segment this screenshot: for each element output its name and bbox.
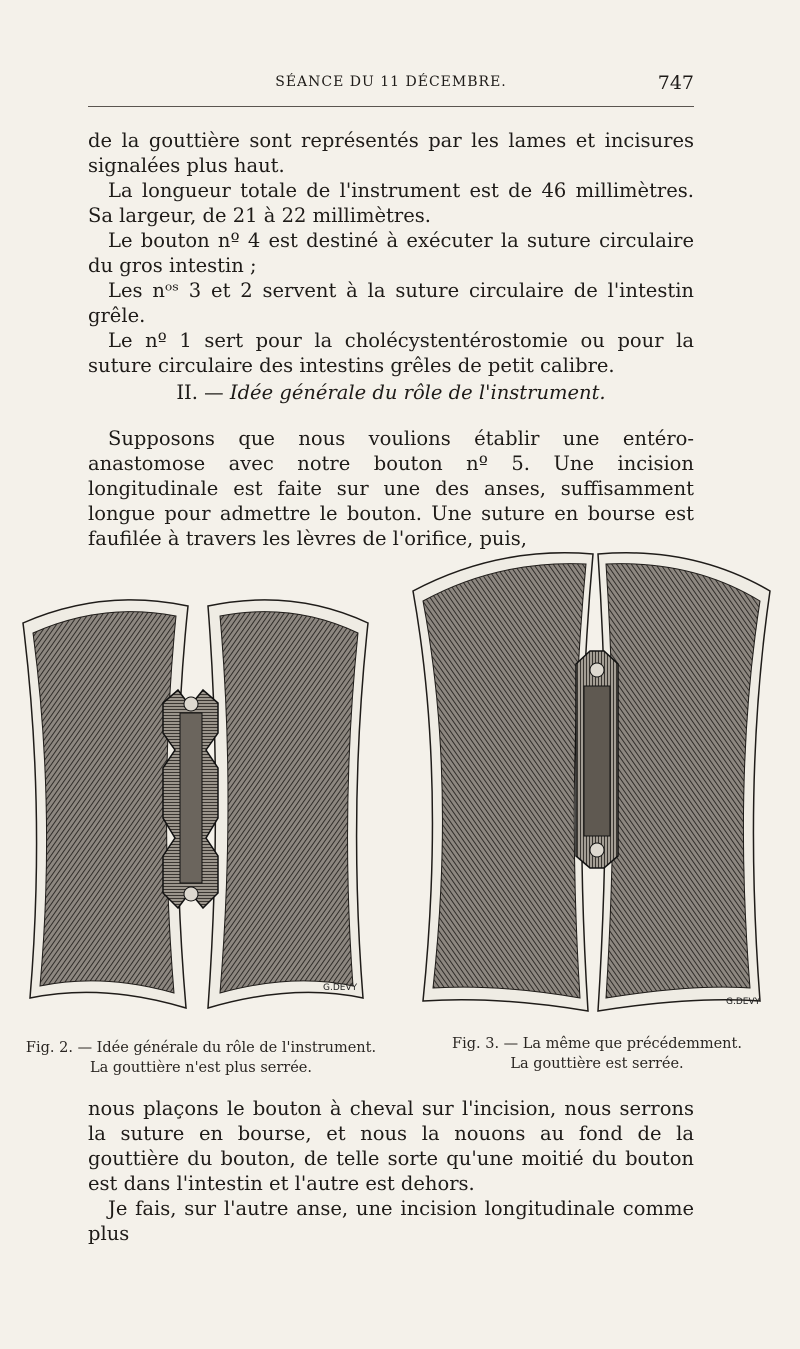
paragraph: Je fais, sur l'autre anse, une incision longitudinale comme plus bbox=[88, 1197, 694, 1245]
body-bottom bbox=[88, 1096, 694, 1246]
section-heading bbox=[88, 381, 694, 404]
figure-3-engraving bbox=[408, 546, 778, 1016]
figure-2-engraving bbox=[18, 588, 378, 1018]
figure-3-caption bbox=[432, 1034, 762, 1074]
caption-line: Fig. 3. — La même que précédemment. bbox=[452, 1036, 742, 1052]
paragraph: de la gouttière sont représentés par les lames et incisures signalées plus haut. bbox=[88, 129, 694, 177]
page-number: 747 bbox=[657, 72, 694, 94]
figure-3-signature: G.DEVY bbox=[726, 997, 761, 1007]
body-top bbox=[88, 128, 694, 378]
figure-2-illustration bbox=[18, 588, 378, 1018]
paragraph: Le nº 1 sert pour la cholécystentérostomie ou pour la suture circulaire des intestins grêles de petit calibre. bbox=[88, 329, 694, 377]
figure-2-signature: G.DEVY bbox=[323, 983, 358, 993]
header-rule bbox=[88, 106, 694, 107]
body-middle bbox=[88, 426, 694, 551]
paragraph: Le bouton nº 4 est destiné à exécuter la suture circulaire du gros intestin ; bbox=[88, 229, 694, 277]
caption-line: La gouttière est serrée. bbox=[510, 1056, 684, 1072]
paragraph: Les nᵒˢ 3 et 2 servent à la suture circulaire de l'intestin grêle. bbox=[88, 279, 694, 327]
section-number: II. — bbox=[176, 381, 224, 404]
page-header bbox=[88, 74, 694, 98]
paragraph: nous plaçons le bouton à cheval sur l'incision, nous serrons la suture en bourse, et nous la nouons au fond de la gouttière du bouton, de telle sorte qu'une moitié du bouton est dans l'intestin et l'autre est dehors. bbox=[88, 1097, 694, 1195]
paragraph: La longueur totale de l'instrument est de 46 millimètres. Sa largeur, de 21 à 22 millimètres. bbox=[88, 179, 694, 227]
running-title: SÉANCE DU 11 DÉCEMBRE. bbox=[275, 74, 507, 90]
figure-3-illustration bbox=[408, 546, 778, 1016]
caption-line: La gouttière n'est plus serrée. bbox=[90, 1060, 312, 1076]
paragraph: Supposons que nous voulions établir une entéro-anastomose avec notre bouton nº 5. Une incision longitudinale est faite sur une des anses, suffisamment longue pour admettre le bouton. Une suture en bourse est faufilée à travers les lèvres de l'orifice, puis, bbox=[88, 427, 694, 550]
section-title: Idée générale du rôle de l'instrument. bbox=[229, 381, 606, 404]
caption-line: Fig. 2. — Idée générale du rôle de l'instrument. bbox=[25, 1040, 377, 1056]
figure-2-caption bbox=[16, 1038, 386, 1078]
